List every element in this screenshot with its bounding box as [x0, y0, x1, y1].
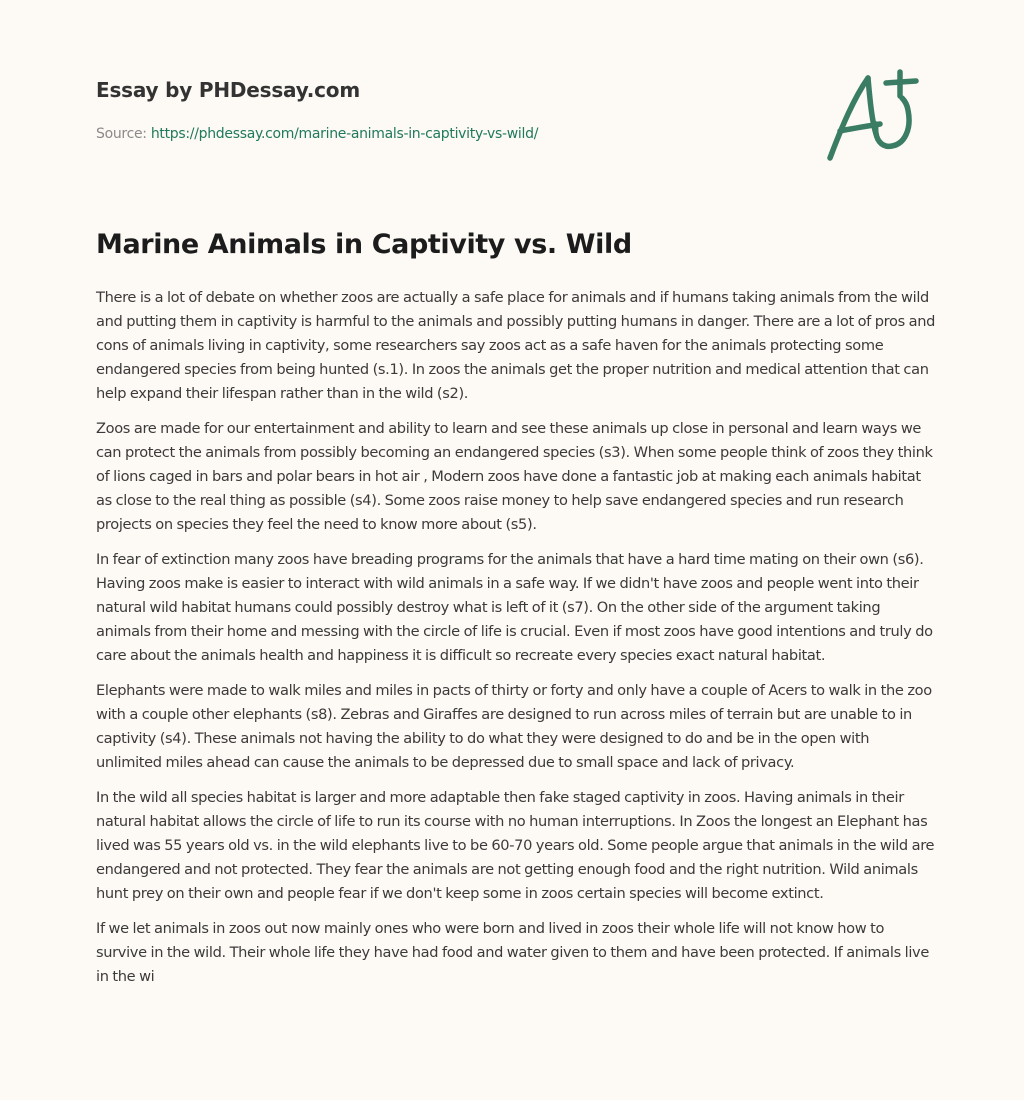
source-link[interactable]: https://phdessay.com/marine-animals-in-captivity-vs-wild/	[150, 126, 539, 142]
source-label: Source:	[96, 126, 147, 142]
article-paragraph-6: If we let animals in zoos out now mainly ones who were born and lived in zoos their whole life will not know how to survive in the wild. Their whole life they have had food and water given to them and have been protected. If animals live in the wi	[96, 920, 929, 985]
article-paragraph-1: There is a lot of debate on whether zoos are actually a safe place for animals and if humans taking animals from the wild and putting them in captivity is harmful to the animals and possibly putting humans in danger. There are a lot of pros and cons of animals living in captivity, some researchers say zoos act as a safe haven for the animals protecting some endangered species from being hunted (s.1). In zoos the animals get the proper nutrition and medical attention that can help expand their lifespan rather than in the wild (s2).	[96, 289, 936, 402]
article-paragraph-4: Elephants were made to walk miles and miles in pacts of thirty or forty and only have a couple of Acers to walk in the zoo with a couple other elephants (s8). Zebras and Giraffes are designed to run across miles of terrain but are unable to in captivity (s4). These animals not having the ability to do what they were designed to do and be in the open with unlimited miles ahead can cause the animals to be depressed due to small space and lack of privacy.	[96, 682, 932, 771]
source-line	[96, 124, 796, 144]
a-plus-grade-icon	[820, 66, 930, 166]
article-paragraph-2: Zoos are made for our entertainment and ability to learn and see these animals up close in personal and learn ways we can protect the animals from possibly becoming an endangered species (s3). When some people think of zoos they think of lions caged in bars and polar bears in hot air , Modern zoos have done a fantastic job at making each animals habitat as close to the real thing as possible (s4). Some zoos raise money to help save endangered species and run research projects on species they feel the need to know more about (s5).	[96, 420, 933, 533]
brand-name: Essay by PHDessay.com	[96, 78, 360, 102]
article-paragraph-3: In fear of extinction many zoos have breading programs for the animals that have a hard time mating on their own (s6). Having zoos make is easier to interact with wild animals in a safe way. If we didn't have zoos and people went into their natural wild habitat humans could possibly destroy what is left of it (s7). On the other side of the argument taking animals from their home and messing with the circle of life is crucial. Even if most zoos have good intentions and truly do care about the animals health and happiness it is difficult so recreate every species exact natural habitat.	[96, 551, 933, 664]
article-title: Marine Animals in Captivity vs. Wild	[96, 229, 632, 260]
page-header	[96, 76, 796, 144]
article-paragraph-5: In the wild all species habitat is larger and more adaptable then fake staged captivity in zoos. Having animals in their natural habitat allows the circle of life to run its course with no human interruptions. In Zoos the longest an Elephant has lived was 55 years old vs. in the wild elephants live to be 60-70 years old. Some people argue that animals in the wild are endangered and not protected. They fear the animals are not getting enough food and the right nutrition. Wild animals hunt prey on their own and people fear if we don't keep some in zoos certain species will become extinct.	[96, 789, 935, 902]
article-body	[96, 286, 936, 1000]
